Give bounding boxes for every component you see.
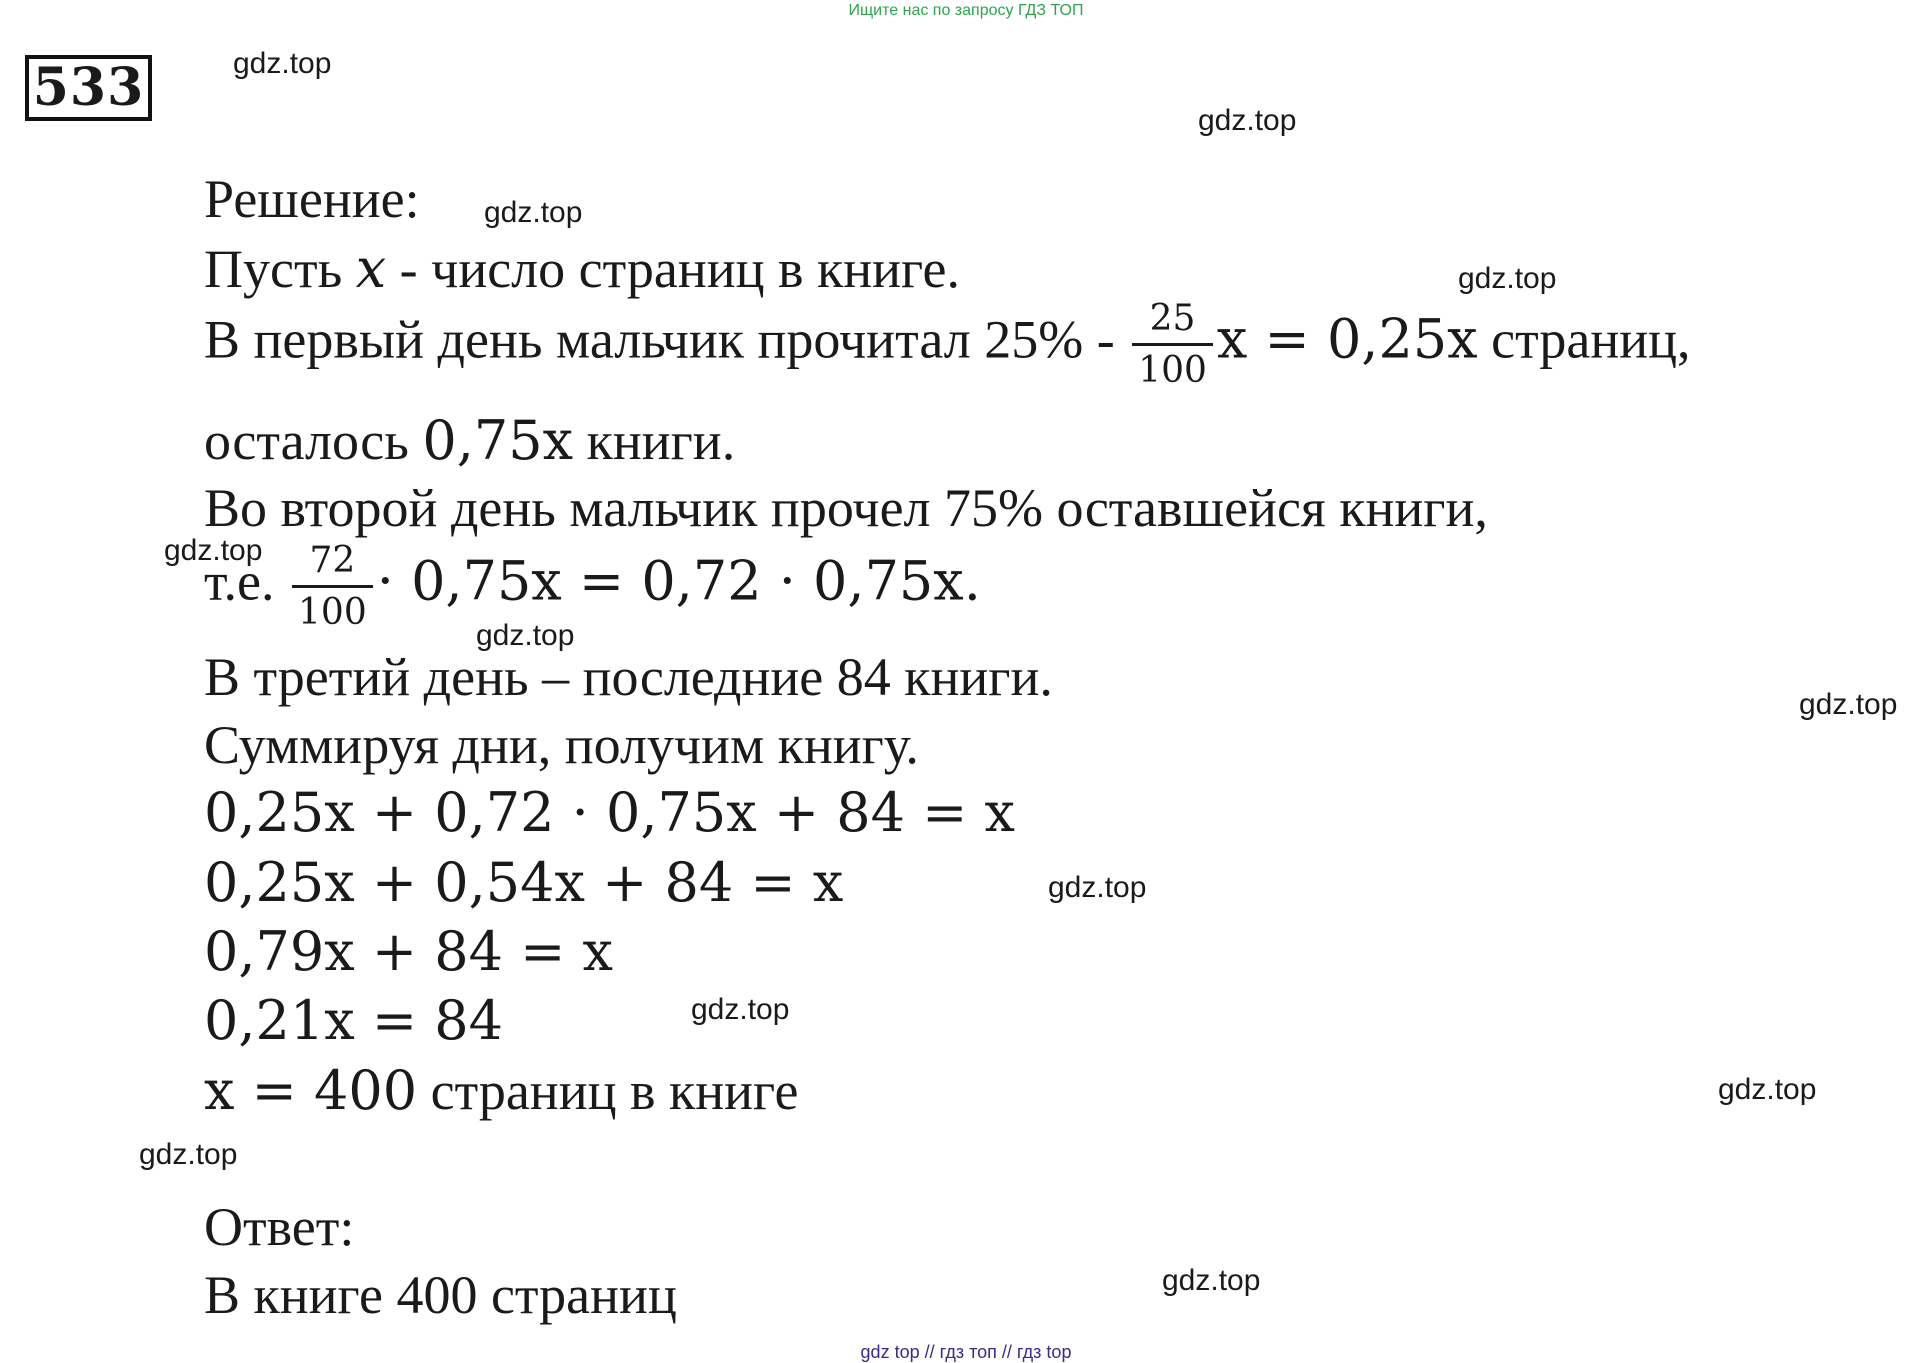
math-variable: x xyxy=(355,237,387,300)
solution-heading: Решение: xyxy=(204,169,420,229)
equation-1: 0,25x + 0,72 · 0,75x + 84 = x xyxy=(204,781,1016,844)
solution-line-3 xyxy=(204,409,736,472)
equation-3: 0,79x + 84 = x xyxy=(204,920,614,983)
text: страниц, xyxy=(1477,309,1691,370)
solution-line-5 xyxy=(204,540,981,634)
math-expression: x = 400 xyxy=(204,1059,418,1122)
top-banner: Ищите нас по запросу ГДЗ ТОП xyxy=(848,2,1084,19)
fraction xyxy=(292,540,373,634)
fraction-numerator: 25 xyxy=(1132,298,1213,346)
answer-text: В книге 400 страниц xyxy=(204,1265,677,1325)
fraction-denominator: 100 xyxy=(298,592,367,634)
watermark: gdz.top xyxy=(1799,688,1898,721)
math-expression: x = 0,25x xyxy=(1216,307,1478,371)
watermark: gdz.top xyxy=(476,619,575,652)
watermark: gdz.top xyxy=(484,196,583,229)
equation-2: 0,25x + 0,54x + 84 = x xyxy=(204,851,844,914)
watermark: gdz.top xyxy=(233,47,332,80)
equation-4: 0,21x = 84 xyxy=(204,989,503,1052)
text: В первый день мальчик прочитал 25% - xyxy=(204,309,1129,370)
math-expression: 0,75x xyxy=(422,409,574,472)
answer-heading: Ответ: xyxy=(204,1197,355,1257)
watermark: gdz.top xyxy=(139,1138,238,1171)
solution-line-4: Во второй день мальчик прочел 75% оставшейся книги, xyxy=(204,478,1488,538)
watermark: gdz.top xyxy=(164,534,263,567)
problem-number: 533 xyxy=(25,55,152,121)
fraction-numerator: 72 xyxy=(292,540,373,588)
text: Пусть xyxy=(204,239,356,299)
fraction-denominator: 100 xyxy=(1138,350,1207,392)
equation-5 xyxy=(204,1059,799,1122)
watermark: gdz.top xyxy=(1198,104,1297,137)
fraction xyxy=(1132,298,1213,392)
text: - число страниц в книге. xyxy=(386,239,960,299)
text: книги. xyxy=(573,411,736,471)
solution-line-7: Суммируя дни, получим книгу. xyxy=(204,715,919,775)
text: осталось xyxy=(204,411,423,471)
watermark: gdz.top xyxy=(1458,262,1557,295)
solution-line-1 xyxy=(204,237,960,300)
math-expression: · 0,75x = 0,72 · 0,75x. xyxy=(376,549,981,613)
text: страниц в книге xyxy=(417,1061,799,1121)
watermark: gdz.top xyxy=(691,993,790,1026)
footer-links: gdz top // гдз топ // гдз top xyxy=(860,1342,1072,1362)
watermark: gdz.top xyxy=(1718,1073,1817,1106)
watermark: gdz.top xyxy=(1048,871,1147,904)
text: т.е. xyxy=(204,551,289,612)
watermark: gdz.top xyxy=(1162,1264,1261,1297)
solution-line-2 xyxy=(204,298,1691,392)
solution-line-6: В третий день – последние 84 книги. xyxy=(204,647,1053,707)
